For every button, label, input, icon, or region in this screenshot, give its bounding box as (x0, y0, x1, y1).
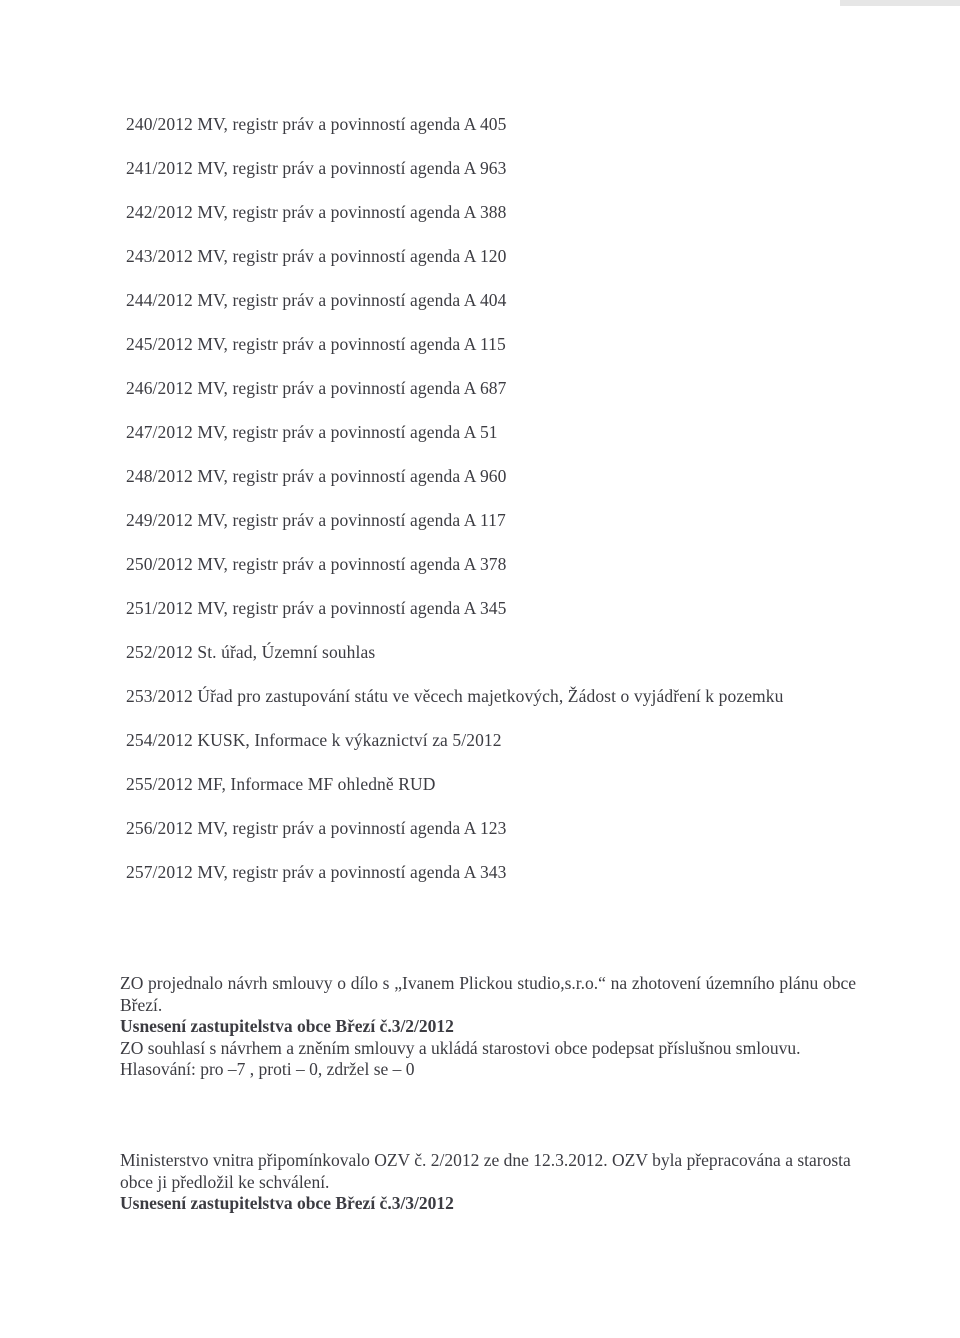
ministry-text: Ministerstvo vnitra připomínkovalo OZV č. 2/2012 ze dne 12.3.2012. OZV byla přepracována a starosta obce ji předložil ke schválení. (120, 1150, 851, 1192)
scan-edge-mark (840, 0, 960, 6)
ministry-resolution-heading: Usnesení zastupitelstva obce Březí č.3/3/2012 (120, 1193, 454, 1213)
list-item: 256/2012 MV, registr práv a povinností agenda A 123 (126, 818, 507, 838)
list-item: 247/2012 MV, registr práv a povinností agenda A 51 (126, 422, 498, 442)
list-item: 255/2012 MF, Informace MF ohledně RUD (126, 774, 436, 794)
list-item: 242/2012 MV, registr práv a povinností agenda A 388 (126, 202, 507, 222)
list-item: 254/2012 KUSK, Informace k výkaznictví za 5/2012 (126, 730, 502, 750)
list-item: 248/2012 MV, registr práv a povinností agenda A 960 (126, 466, 507, 486)
list-item: 244/2012 MV, registr práv a povinností agenda A 404 (126, 290, 507, 310)
list-item: 251/2012 MV, registr práv a povinností agenda A 345 (126, 598, 507, 618)
list-item: 249/2012 MV, registr práv a povinností agenda A 117 (126, 510, 506, 530)
resolution-vote: Hlasování: pro –7 , proti – 0, zdržel se – 0 (120, 1059, 415, 1079)
correspondence-list (126, 113, 906, 905)
resolution-text: ZO souhlasí s návrhem a zněním smlouvy a ukládá starostovi obce podepsat příslušnou smlouvu. (120, 1037, 801, 1058)
list-item: 246/2012 MV, registr práv a povinností agenda A 687 (126, 378, 507, 398)
list-item: 240/2012 MV, registr práv a povinností agenda A 405 (126, 114, 507, 134)
list-item: 245/2012 MV, registr práv a povinností agenda A 115 (126, 334, 506, 354)
list-item: 253/2012 Úřad pro zastupování státu ve věcech majetkových, Žádost o vyjádření k pozemku (126, 686, 784, 706)
contract-resolution-section (120, 973, 856, 1081)
ministry-section (120, 1150, 856, 1215)
resolution-heading: Usnesení zastupitelstva obce Březí č.3/2/2012 (120, 1016, 454, 1036)
list-item: 243/2012 MV, registr práv a povinností agenda A 120 (126, 246, 507, 266)
list-item: 252/2012 St. úřad, Územní souhlas (126, 642, 376, 662)
resolution-intro: ZO projednalo návrh smlouvy o dílo s „Ivanem Plickou studio,s.r.o.“ na zhotovení územního plánu obce Březí. (120, 973, 856, 1015)
list-item: 257/2012 MV, registr práv a povinností agenda A 343 (126, 862, 507, 882)
list-item: 241/2012 MV, registr práv a povinností agenda A 963 (126, 158, 507, 178)
list-item: 250/2012 MV, registr práv a povinností agenda A 378 (126, 554, 507, 574)
